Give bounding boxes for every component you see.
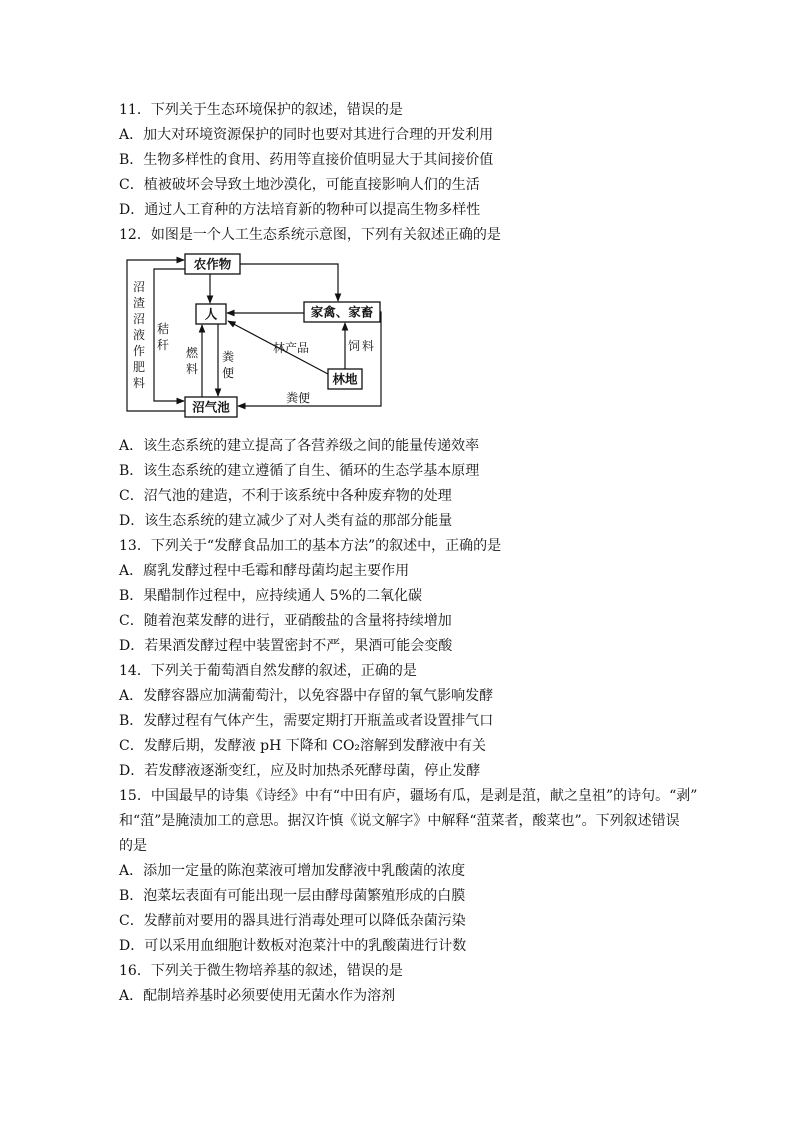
question-16-stem: 16．下列关于微生物培养基的叙述，错误的是 [119, 963, 403, 979]
question-15-option-c: C．发酵前对要用的器具进行消毒处理可以降低杂菌污染 [119, 913, 466, 929]
question-15-option-d: D．可以采用血细胞计数板对泡菜汁中的乳酸菌进行计数 [119, 938, 467, 954]
svg-text:沼: 沼 [133, 280, 146, 294]
svg-text:便: 便 [222, 366, 235, 380]
question-15-stem-line-3: 的是 [119, 838, 147, 854]
svg-text:渣: 渣 [133, 296, 146, 310]
question-11-option-d: D．通过人工育种的方法培育新的物种可以提高生物多样性 [119, 202, 481, 218]
svg-text:沼: 沼 [133, 312, 146, 326]
svg-text:液: 液 [133, 328, 146, 342]
question-13-stem: 13．下列关于“发酵食品加工的基本方法”的叙述中，正确的是 [119, 538, 502, 554]
label-residue-fertilizer [133, 280, 145, 390]
question-11-option-c: C．植被破坏会导致土地沙漠化，可能直接影响人们的生活 [119, 177, 480, 193]
svg-text:料: 料 [362, 339, 375, 353]
question-15-option-b: B．泡菜坛表面有可能出现一层由酵母菌繁殖形成的白膜 [119, 888, 466, 904]
question-12-option-a: A．该生态系统的建立提高了各营养级之间的能量传递效率 [119, 438, 480, 454]
label-forest-products: 林产品 [273, 341, 310, 355]
question-14-option-b: B．发酵过程有气体产生，需要定期打开瓶盖或者设置排气口 [119, 713, 494, 729]
node-human-label: 人 [204, 306, 218, 322]
question-15-stem-line-2: 和“菹”是腌渍加工的意思。据汉许慎《说文解字》中解释“菹菜者，酸菜也”。下列叙述错误 [119, 813, 680, 829]
label-straw [157, 321, 169, 352]
svg-text:料: 料 [186, 362, 199, 376]
node-crops-label: 农作物 [193, 256, 232, 272]
svg-text:燃: 燃 [186, 346, 199, 360]
svg-text:秆: 秆 [157, 338, 170, 352]
svg-text:料: 料 [133, 376, 146, 390]
question-13-option-d: D．若果酒发酵过程中装置密封不严，果酒可能会变酸 [119, 638, 453, 654]
svg-text:秸: 秸 [157, 322, 170, 336]
question-11-option-b: B．生物多样性的食用、药用等直接价值明显大于其间接价值 [119, 152, 494, 168]
label-fuel [186, 345, 199, 376]
question-15-stem-line-1: 15．中国最早的诗集《诗经》中有“中田有庐，疆场有瓜，是剥是菹，献之皇祖”的诗句。“剥” [119, 788, 698, 804]
question-12-option-b: B．该生态系统的建立遵循了自生、循环的生态学基本原理 [119, 463, 480, 479]
question-11-stem: 11．下列关于生态环境保护的叙述，错误的是 [119, 102, 403, 118]
question-14-stem: 14．下列关于葡萄酒自然发酵的叙述，正确的是 [119, 663, 417, 679]
node-biogas-label: 沼气池 [192, 399, 230, 415]
question-13-option-b: B．果醋制作过程中，应持续通人 5%的二氧化碳 [119, 588, 422, 604]
question-12-stem: 12．如图是一个人工生态系统示意图，下列有关叙述正确的是 [119, 227, 501, 243]
question-14-option-a: A．发酵容器应加满葡萄汁，以免容器中存留的氧气影响发酵 [119, 688, 494, 704]
ecosystem-diagram [118, 249, 388, 419]
question-13-option-c: C．随着泡菜发酵的进行，亚硝酸盐的含量将持续增加 [119, 613, 452, 629]
svg-text:肥: 肥 [133, 360, 146, 374]
svg-text:饲: 饲 [348, 339, 361, 353]
label-feces-livestock: 粪便 [286, 391, 311, 405]
node-forest-label: 林地 [332, 371, 358, 387]
question-15-option-a: A．添加一定量的陈泡菜液可增加发酵液中乳酸菌的浓度 [119, 863, 466, 879]
node-livestock-label: 家禽、家畜 [310, 304, 374, 320]
svg-text:作: 作 [133, 344, 146, 358]
label-feed [348, 338, 374, 353]
question-14-option-d: D．若发酵液逐渐变红，应及时加热杀死酵母菌，停止发酵 [119, 763, 481, 779]
arrow-crops-to-livestock [240, 264, 338, 301]
question-12-option-c: C．沼气池的建造，不利于该系统中各种废弃物的处理 [119, 488, 452, 504]
question-16-option-a: A．配制培养基时必须要使用无菌水作为溶剂 [119, 988, 396, 1004]
question-12-option-d: D．该生态系统的建立减少了对人类有益的那部分能量 [119, 513, 453, 529]
question-14-option-c: C．发酵后期，发酵液 pH 下降和 CO₂溶解到发酵液中有关 [119, 738, 487, 754]
svg-text:粪: 粪 [222, 350, 235, 364]
question-13-option-a: A．腐乳发酵过程中毛霉和酵母菌均起主要作用 [119, 563, 410, 579]
question-11-option-a: A．加大对环境资源保护的同时也要对其进行合理的开发利用 [119, 127, 494, 143]
label-feces-human [222, 349, 235, 380]
